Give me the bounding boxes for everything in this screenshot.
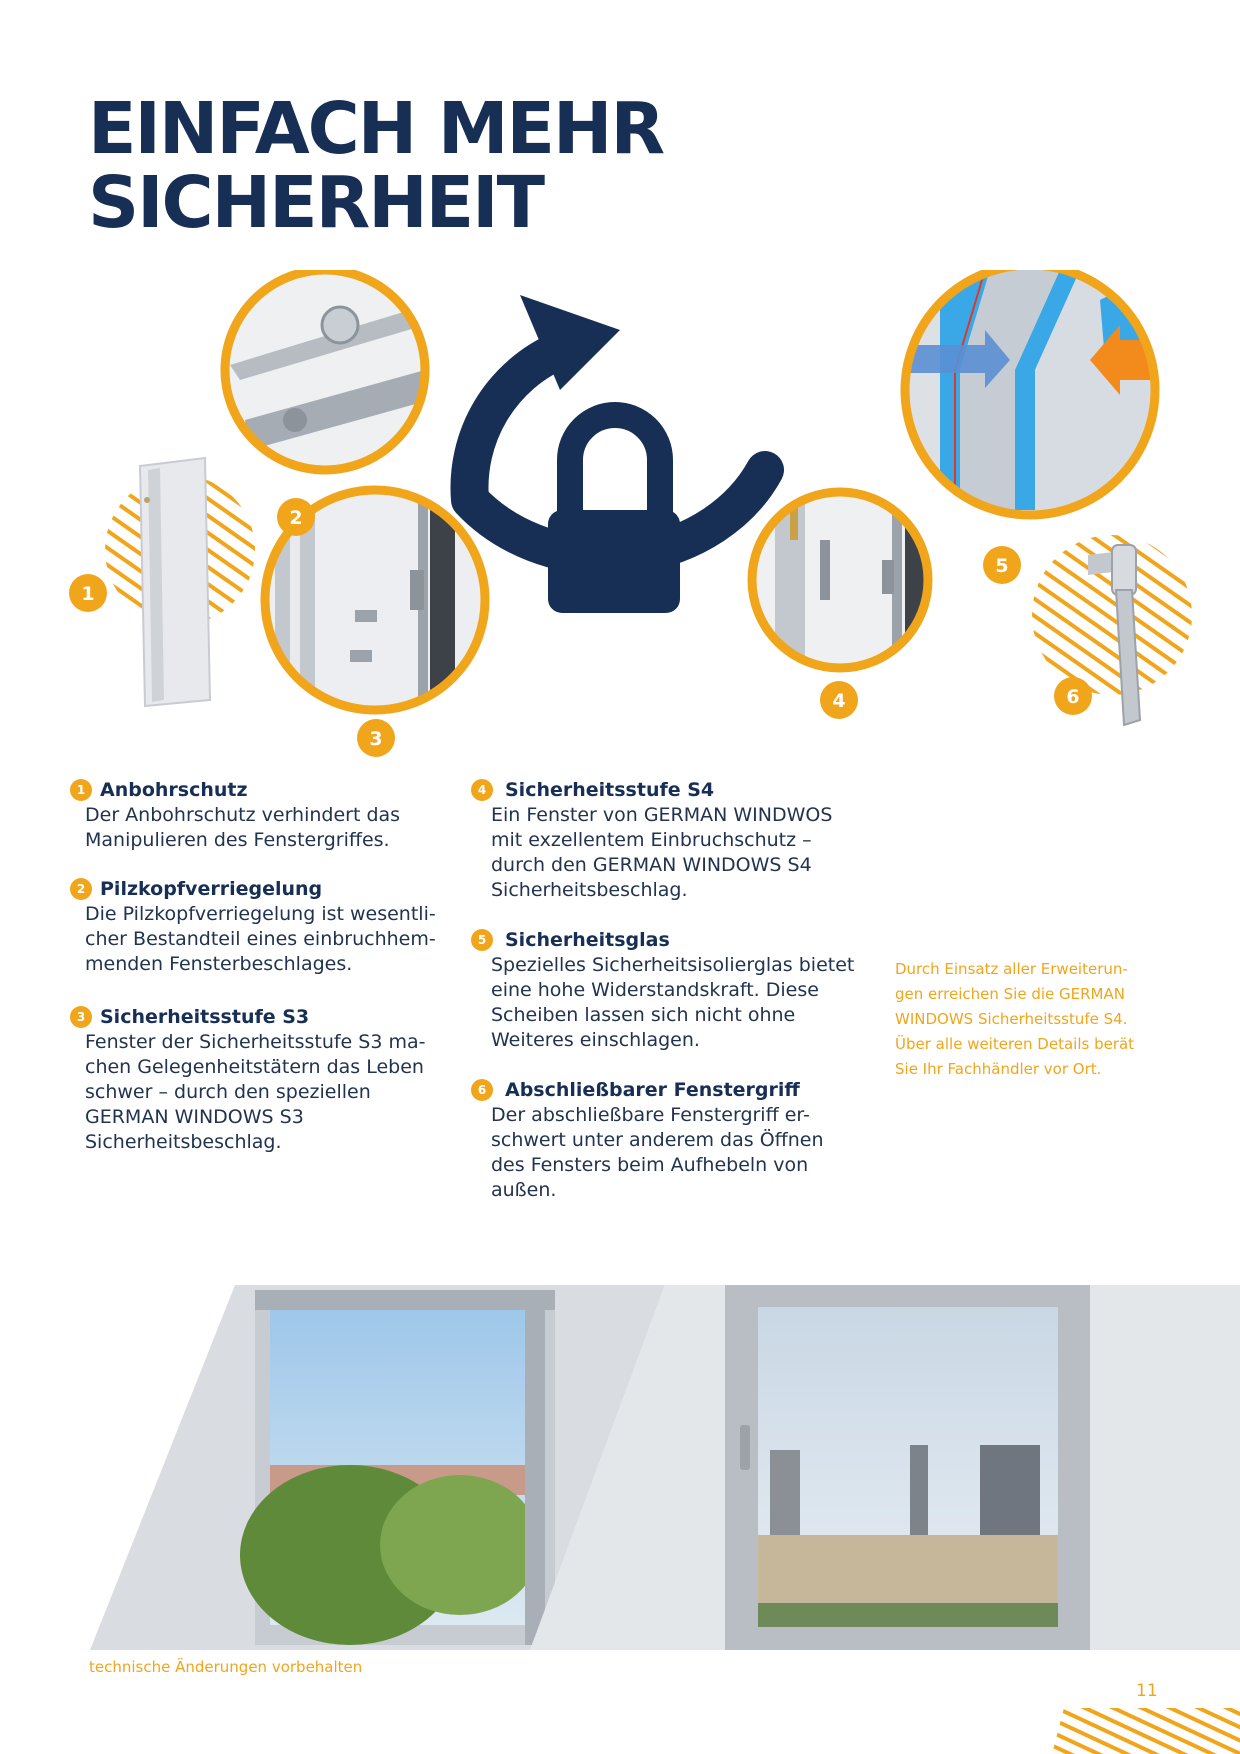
svg-text:4: 4	[832, 690, 846, 712]
description-line: schwer – durch den speziellen	[85, 1081, 371, 1103]
description-line: menden Fensterbeschlages.	[85, 953, 353, 975]
item-number-badge: 3	[70, 1006, 92, 1028]
item-number-badge: 1	[70, 779, 92, 801]
description-line: Der abschließbare Fenstergriff er-	[491, 1104, 810, 1126]
corner-stripe-decoration	[1052, 1708, 1240, 1754]
item-number-badge: 4	[471, 779, 493, 801]
item-number-badge: 6	[471, 1079, 493, 1101]
description-line: cher Bestandteil eines einbruchhem-	[85, 928, 436, 950]
note-line: Sie Ihr Fachhändler vor Ort.	[895, 1060, 1102, 1078]
feature-item-header	[70, 1004, 470, 1030]
description-line: Ein Fenster von GERMAN WINDWOS	[491, 804, 833, 826]
note-line: WINDOWS Sicherheitsstufe S4.	[895, 1010, 1128, 1028]
item-title: Sicherheitsglas	[505, 929, 670, 951]
description-line: außen.	[491, 1179, 557, 1201]
description-line: Spezielles Sicherheitsisolierglas bietet	[491, 954, 855, 976]
footer-note: technische Änderungen vorbehalten	[89, 1658, 363, 1676]
item-description	[85, 1030, 470, 1155]
description-line: durch den GERMAN WINDOWS S4	[491, 854, 812, 876]
drill-protection-plate-image	[140, 458, 210, 706]
description-line: des Fensters beim Aufhebeln von	[491, 1154, 809, 1176]
item-title: Anbohrschutz	[100, 779, 248, 801]
mushroom-lock-photo	[225, 270, 430, 470]
marker-2	[277, 498, 315, 536]
description-line: Die Pilzkopfverriegelung ist wesentli-	[85, 903, 436, 925]
svg-text:3: 3	[369, 728, 383, 750]
note-line: gen erreichen Sie die GERMAN	[895, 985, 1125, 1003]
item-description	[85, 803, 470, 853]
description-line: Fenster der Sicherheitsstufe S3 ma-	[85, 1031, 426, 1053]
svg-text:5: 5	[995, 555, 1009, 577]
title-line-1: EINFACH MEHR	[88, 87, 664, 170]
note-line: Durch Einsatz aller Erweiterun-	[895, 960, 1128, 978]
description-line: Manipulieren des Fenstergriffes.	[85, 829, 390, 851]
description-line: GERMAN WINDOWS S3	[85, 1106, 304, 1128]
description-line: schwert unter anderem das Öffnen	[491, 1129, 824, 1151]
item-number-badge: 5	[471, 929, 493, 951]
item-title: Pilzkopfverriegelung	[100, 878, 323, 900]
safety-glass-photo	[900, 270, 1160, 515]
padlock-icon	[548, 415, 680, 613]
description-line: eine hohe Widerstandskraft. Diese	[491, 979, 819, 1001]
marker-4	[820, 681, 858, 719]
svg-text:6: 6	[1066, 686, 1080, 708]
feature-item-header	[70, 777, 470, 803]
description-line: Weiteres einschlagen.	[491, 1029, 700, 1051]
title-line-2: SICHERHEIT	[88, 161, 544, 244]
feature-item-5	[471, 927, 891, 1053]
security-features-illustration	[0, 270, 1240, 770]
item-description	[491, 1103, 891, 1203]
item-title: Abschließbarer Fenstergriff	[505, 1079, 800, 1101]
page-number: 11	[1136, 1681, 1158, 1701]
window-photos	[0, 1285, 1240, 1650]
feature-item-header	[70, 876, 470, 902]
item-title: Sicherheitsstufe S4	[505, 779, 715, 801]
feature-item-header	[471, 927, 891, 953]
description-line: Sicherheitsbeschlag.	[85, 1131, 282, 1153]
feature-item-2	[70, 876, 470, 977]
description-line: Sicherheitsbeschlag.	[491, 879, 688, 901]
description-line: Der Anbohrschutz verhindert das	[85, 804, 401, 826]
feature-item-6	[471, 1077, 891, 1203]
item-number-badge: 2	[70, 878, 92, 900]
item-description	[85, 902, 470, 977]
page-title	[88, 87, 664, 244]
feature-item-header	[471, 777, 891, 803]
description-line: Scheiben lassen sich nicht ohne	[491, 1004, 796, 1026]
item-title: Sicherheitsstufe S3	[100, 1006, 310, 1028]
marker-5	[983, 546, 1021, 584]
item-description	[491, 953, 891, 1053]
note-line: Über alle weiteren Details berät	[895, 1035, 1135, 1053]
s4-fitting-photo	[752, 490, 928, 690]
feature-item-1	[70, 777, 470, 853]
svg-text:2: 2	[289, 507, 303, 529]
description-line: mit exzellentem Einbruchschutz –	[491, 829, 812, 851]
feature-item-3	[70, 1004, 470, 1155]
marker-3	[357, 719, 395, 757]
side-note	[895, 957, 1155, 1082]
item-description	[491, 803, 891, 903]
description-line: chen Gelegenheitstätern das Leben	[85, 1056, 424, 1078]
marker-1	[69, 574, 107, 612]
feature-item-4	[471, 777, 891, 903]
marker-6	[1054, 677, 1092, 715]
svg-text:1: 1	[81, 583, 95, 605]
feature-item-header	[471, 1077, 891, 1103]
